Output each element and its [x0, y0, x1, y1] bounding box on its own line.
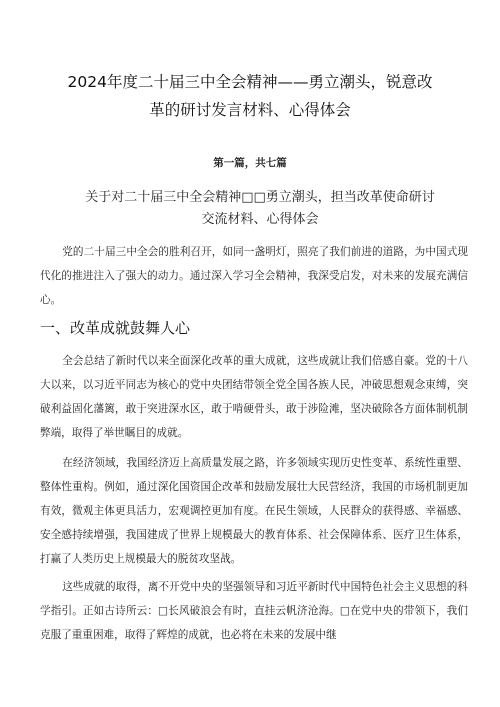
document-title [40, 68, 460, 124]
body-paragraph-2: 在经济领域，我国经济迈上高质量发展之路，许多领域实现历史性变革、系统性重塑、整体性重构。例如，通过深化国资国企改革和鼓励发展壮大民营经济，我国的市场机制更加有效，微观主体更具活力，宏观调控更加有度。在民生领域，人民群众的获得感、幸福感、安全感持续增强，我国建成了世界上规模最大的教育体系、社会保障体系、医疗卫生体系，打赢了人类历史上规模最大的脱贫攻坚战。 [40, 457, 468, 565]
subtitle-line-2: 交流材料、心得体会 [201, 212, 319, 227]
section-heading: 一、改革成就鼓舞人心 [40, 319, 191, 337]
section-marker: 第一篇，共七篇 [213, 157, 287, 169]
body-paragraph-1: 全会总结了新时代以来全面深化改革的重大成就，这些成就让我们倍感自豪。党的十八大以来，以习近平同志为核心的党中央团结带领全党全国各族人民，冲破思想观念束缚，突破利益固化藩篱，敢于突进深水区，敢于啃硬骨头，敢于涉险滩，坚决破除各方面体制机制弊端，取得了举世瞩目的成就。 [40, 355, 468, 439]
title-line-1: 2024年度二十届三中全会精神——勇立潮头，锐意改 [67, 73, 433, 91]
body-paragraph-3: 这些成就的取得，离不开党中央的坚强领导和习近平新时代中国特色社会主义思想的科学指引。正如古诗所云：□长风破浪会有时，直挂云帆济沧海。□在党中央的带领下，我们克服了重重困难，取得了辉煌的成就，也必将在未来的发展中继 [40, 581, 468, 641]
article-subtitle [60, 187, 460, 231]
subtitle-line-1: 关于对二十届三中全会精神□□勇立潮头，担当改革使命研讨 [85, 190, 435, 205]
intro-paragraph: 党的二十届三中全会的胜利召开，如同一盏明灯，照亮了我们前进的道路，为中国式现代化的推进注入了强大的动力。通过深入学习全会精神，我深受启发，对未来的发展充满信心。 [40, 246, 468, 306]
title-line-2: 革的研讨发言材料、心得体会 [149, 101, 351, 119]
